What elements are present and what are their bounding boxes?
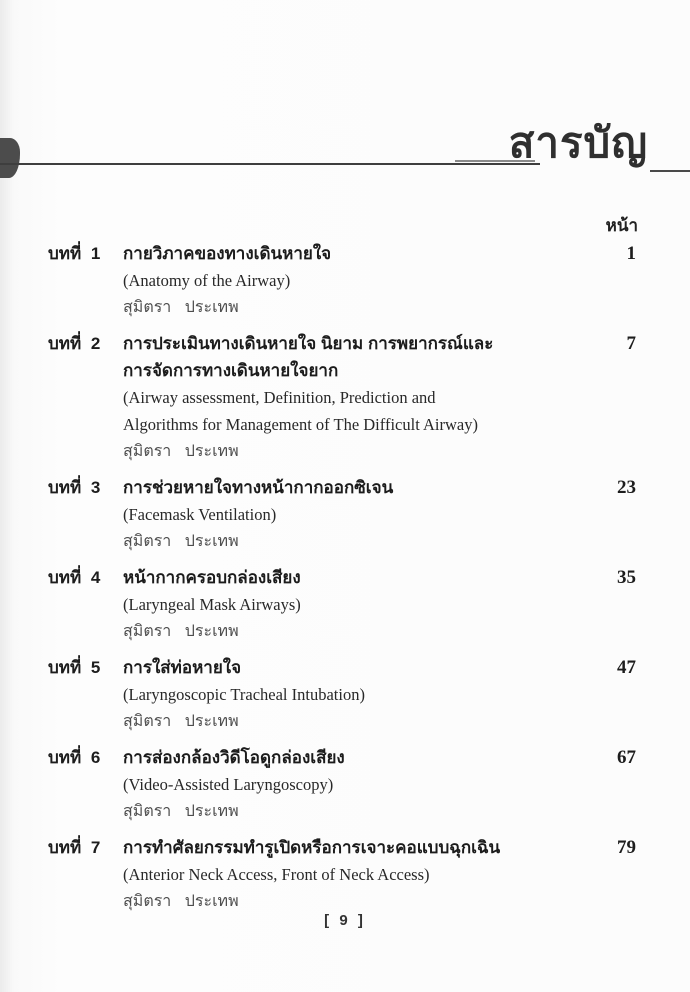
chapter-title-english: (Anterior Neck Access, Front of Neck Access) (123, 865, 430, 884)
chapter-author: สุมิตรา ประเทพ (123, 893, 239, 910)
chapter-label: บทที่ 3 (48, 478, 101, 497)
chapter-content (123, 330, 584, 465)
chapter-label: บทที่ 1 (48, 244, 101, 263)
chapter-title-english: (Laryngoscopic Tracheal Intubation) (123, 685, 365, 704)
binding-mark (0, 138, 20, 178)
chapter-author: สุมิตรา ประเทพ (123, 803, 239, 820)
chapter-label: บทที่ 2 (48, 334, 101, 353)
chapter-author: สุมิตรา ประเทพ (123, 623, 239, 640)
page-title: สารบัญ (508, 121, 648, 167)
header-rule-left (0, 163, 540, 165)
chapter-title-thai: การช่วยหายใจทางหน้ากากออกซิเจน (123, 478, 394, 497)
chapter-content (123, 744, 584, 825)
chapter-page-number: 1 (626, 243, 636, 264)
chapter-title-thai-2: การจัดการทางเดินหายใจยาก (123, 361, 339, 380)
chapter-title-thai: หน้ากากครอบกล่องเสียง (123, 568, 301, 587)
chapter-page-number: 7 (626, 333, 636, 354)
chapter-title-english: (Anatomy of the Airway) (123, 271, 291, 290)
chapter-label: บทที่ 6 (48, 748, 101, 767)
chapter-content (123, 834, 584, 915)
chapter-label: บทที่ 4 (48, 568, 101, 587)
folio-page-number: [ 9 ] (324, 912, 366, 929)
chapter-author: สุมิตรา ประเทพ (123, 713, 239, 730)
chapter-page-number: 47 (617, 657, 636, 678)
toc-entry-chapter-5 (48, 654, 636, 735)
chapter-label: บทที่ 5 (48, 658, 101, 677)
chapter-title-thai: กายวิภาคของทางเดินหายใจ (123, 244, 332, 263)
toc-entry-chapter-1 (48, 240, 636, 321)
chapter-content (123, 474, 584, 555)
toc-list (48, 240, 636, 924)
toc-entry-chapter-3 (48, 474, 636, 555)
chapter-content (123, 240, 584, 321)
chapter-content (123, 564, 584, 645)
chapter-title-english: (Video-Assisted Laryngoscopy) (123, 775, 334, 794)
page-column-header: หน้า (605, 216, 638, 235)
chapter-title-thai: การประเมินทางเดินหายใจ นิยาม การพยากรณ์และ (123, 334, 494, 353)
chapter-author: สุมิตรา ประเทพ (123, 443, 239, 460)
chapter-page-number: 35 (617, 567, 636, 588)
chapter-page-number: 67 (617, 747, 636, 768)
toc-entry-chapter-6 (48, 744, 636, 825)
toc-entry-chapter-7 (48, 834, 636, 915)
header-rule-right (650, 170, 690, 172)
chapter-author: สุมิตรา ประเทพ (123, 299, 239, 316)
chapter-page-number: 23 (617, 477, 636, 498)
toc-entry-chapter-2 (48, 330, 636, 465)
chapter-title-english: (Airway assessment, Definition, Prediction and (123, 388, 436, 407)
chapter-title-english: (Laryngeal Mask Airways) (123, 595, 301, 614)
chapter-title-english-2: Algorithms for Management of The Difficult Airway) (123, 415, 478, 434)
chapter-page-number: 79 (617, 837, 636, 858)
chapter-author: สุมิตรา ประเทพ (123, 533, 239, 550)
chapter-title-thai: การทำศัลยกรรมทำรูเปิดหรือการเจาะคอแบบฉุกเฉิน (123, 838, 501, 857)
chapter-label: บทที่ 7 (48, 838, 101, 857)
toc-entry-chapter-4 (48, 564, 636, 645)
chapter-content (123, 654, 584, 735)
chapter-title-thai: การส่องกล้องวิดีโอดูกล่องเสียง (123, 748, 345, 767)
chapter-title-english: (Facemask Ventilation) (123, 505, 277, 524)
chapter-title-thai: การใส่ท่อหายใจ (123, 658, 242, 677)
